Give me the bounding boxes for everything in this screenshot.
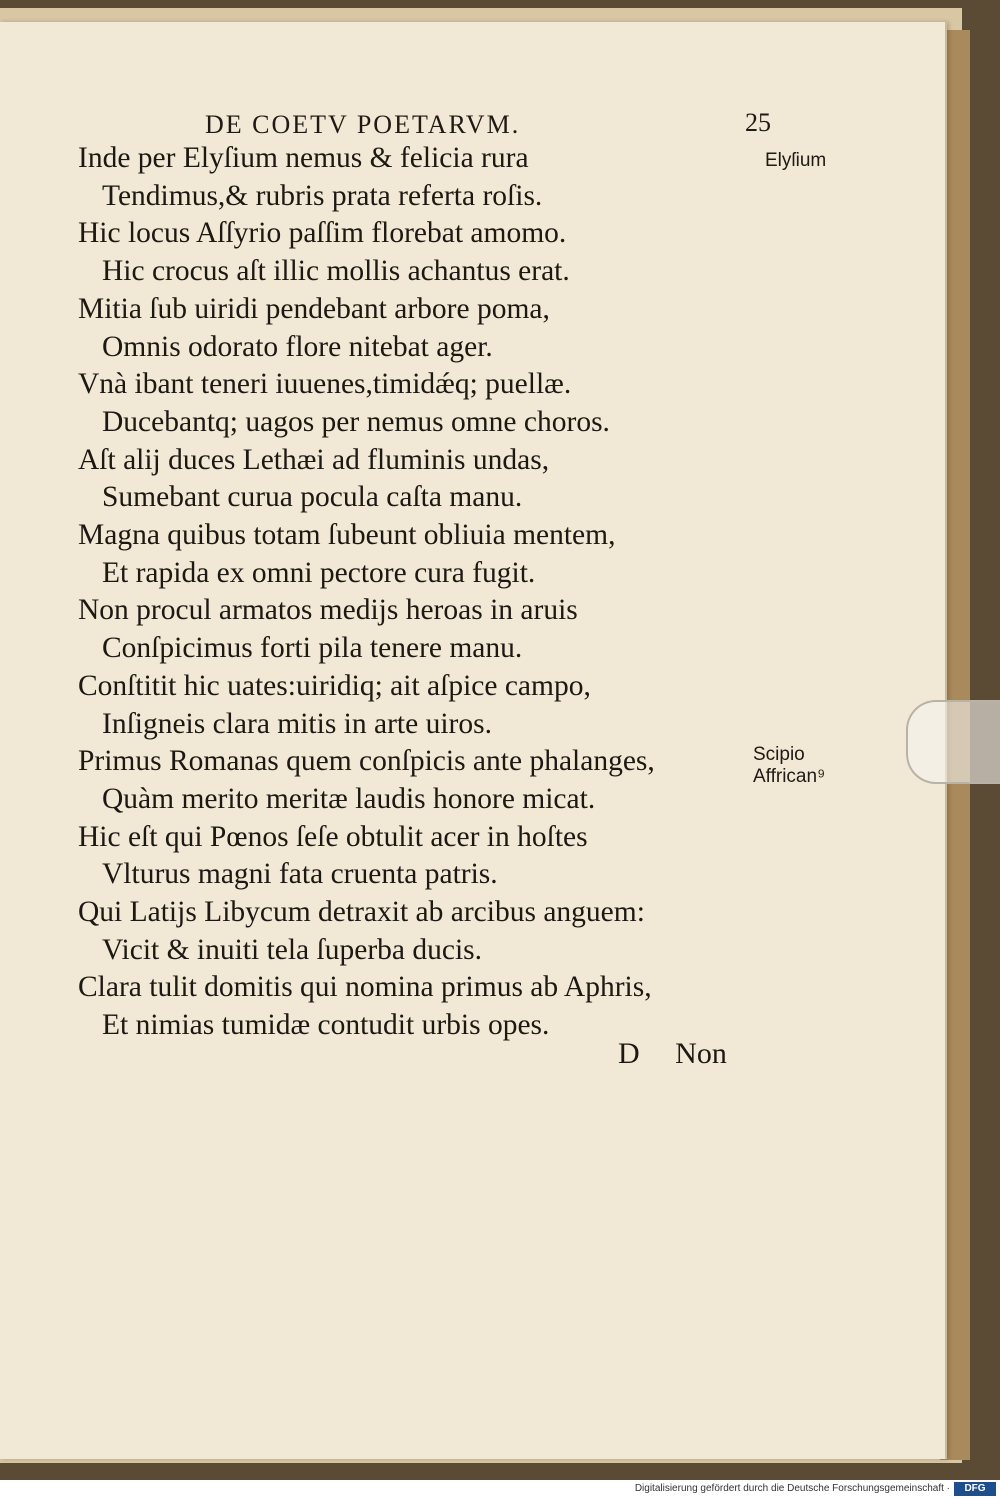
margin-note-scipio	[753, 744, 825, 788]
verse-line: Conſpicimus forti pila tenere manu.	[102, 632, 523, 665]
verse-line: Tendimus,& rubris prata referta roſis.	[102, 179, 543, 212]
book-page	[0, 22, 947, 1459]
catchwords	[618, 1037, 727, 1071]
verse-line: Inde per Elyſium nemus & felicia rura	[78, 142, 529, 174]
margin-note-elysium: Elyſium	[765, 150, 827, 171]
verse-line: Vlturus magni fata cruenta patris.	[102, 858, 498, 891]
verse-line: Omnis odorato flore nitebat ager.	[102, 330, 493, 363]
verse-line: Hic crocus aſt illic mollis achantus erat.	[102, 255, 570, 288]
verse-line: Magna quibus totam ſubeunt obliuia mentem,	[78, 519, 616, 552]
verse-line: Inſigneis clara mitis in arte uiros.	[102, 707, 492, 740]
page-number: 25	[745, 108, 771, 137]
verse-line: Primus Romanas quem conſpicis ante phalanges,	[78, 745, 655, 778]
verse-line: Vnà ibant teneri iuuenes,timidǽq; puellæ.	[78, 368, 572, 401]
verse-line: Conſtitit hic uates:uiridiq; ait aſpice campo,	[78, 669, 591, 702]
verse-line: Sumebant curua pocula caſta manu.	[102, 481, 523, 514]
margin-note-scipio-line2: Affrican⁹	[753, 766, 826, 787]
verse-line: Clara tulit domitis qui nomina primus ab Aphris,	[78, 971, 652, 1004]
verse-line: Qui Latijs Libycum detraxit ab arcibus anguem:	[78, 896, 645, 929]
page-clip	[906, 700, 1000, 784]
signature-mark: D	[618, 1037, 640, 1070]
verse-line: Aſt alij duces Lethæi ad fluminis undas,	[78, 443, 550, 476]
margin-note-scipio-line1: Scipio	[753, 744, 805, 765]
footer-bar	[0, 1480, 1000, 1499]
verse-line: Et rapida ex omni pectore cura fugit.	[102, 556, 536, 589]
running-head: DE COETV POETARVM.	[205, 110, 521, 139]
dfg-logo: DFG	[954, 1482, 996, 1496]
verse-line: Non procul armatos medijs heroas in aruis	[78, 594, 578, 627]
funding-credit: Digitalisierung gefördert durch die Deutsche Forschungsgemeinschaft ·	[634, 1483, 950, 1494]
verse-line: Hic eſt qui Pœnos ſeſe obtulit acer in hoſtes	[78, 820, 588, 853]
verse-line: Mitia ſub uiridi pendebant arbore poma,	[78, 292, 550, 325]
verse-line: Et nimias tumidæ contudit urbis opes.	[102, 1009, 550, 1042]
verse-text	[0, 140, 900, 1045]
verse-line: Ducebantq; uagos per nemus omne choros.	[102, 405, 610, 438]
verse-line: Vicit & inuiti tela ſuperba ducis.	[102, 933, 482, 966]
catchword: Non	[675, 1037, 727, 1070]
verse-line: Quàm merito meritæ laudis honore micat.	[102, 782, 596, 815]
verse-line: Hic locus Aſſyrio paſſim florebat amomo.	[78, 217, 567, 250]
